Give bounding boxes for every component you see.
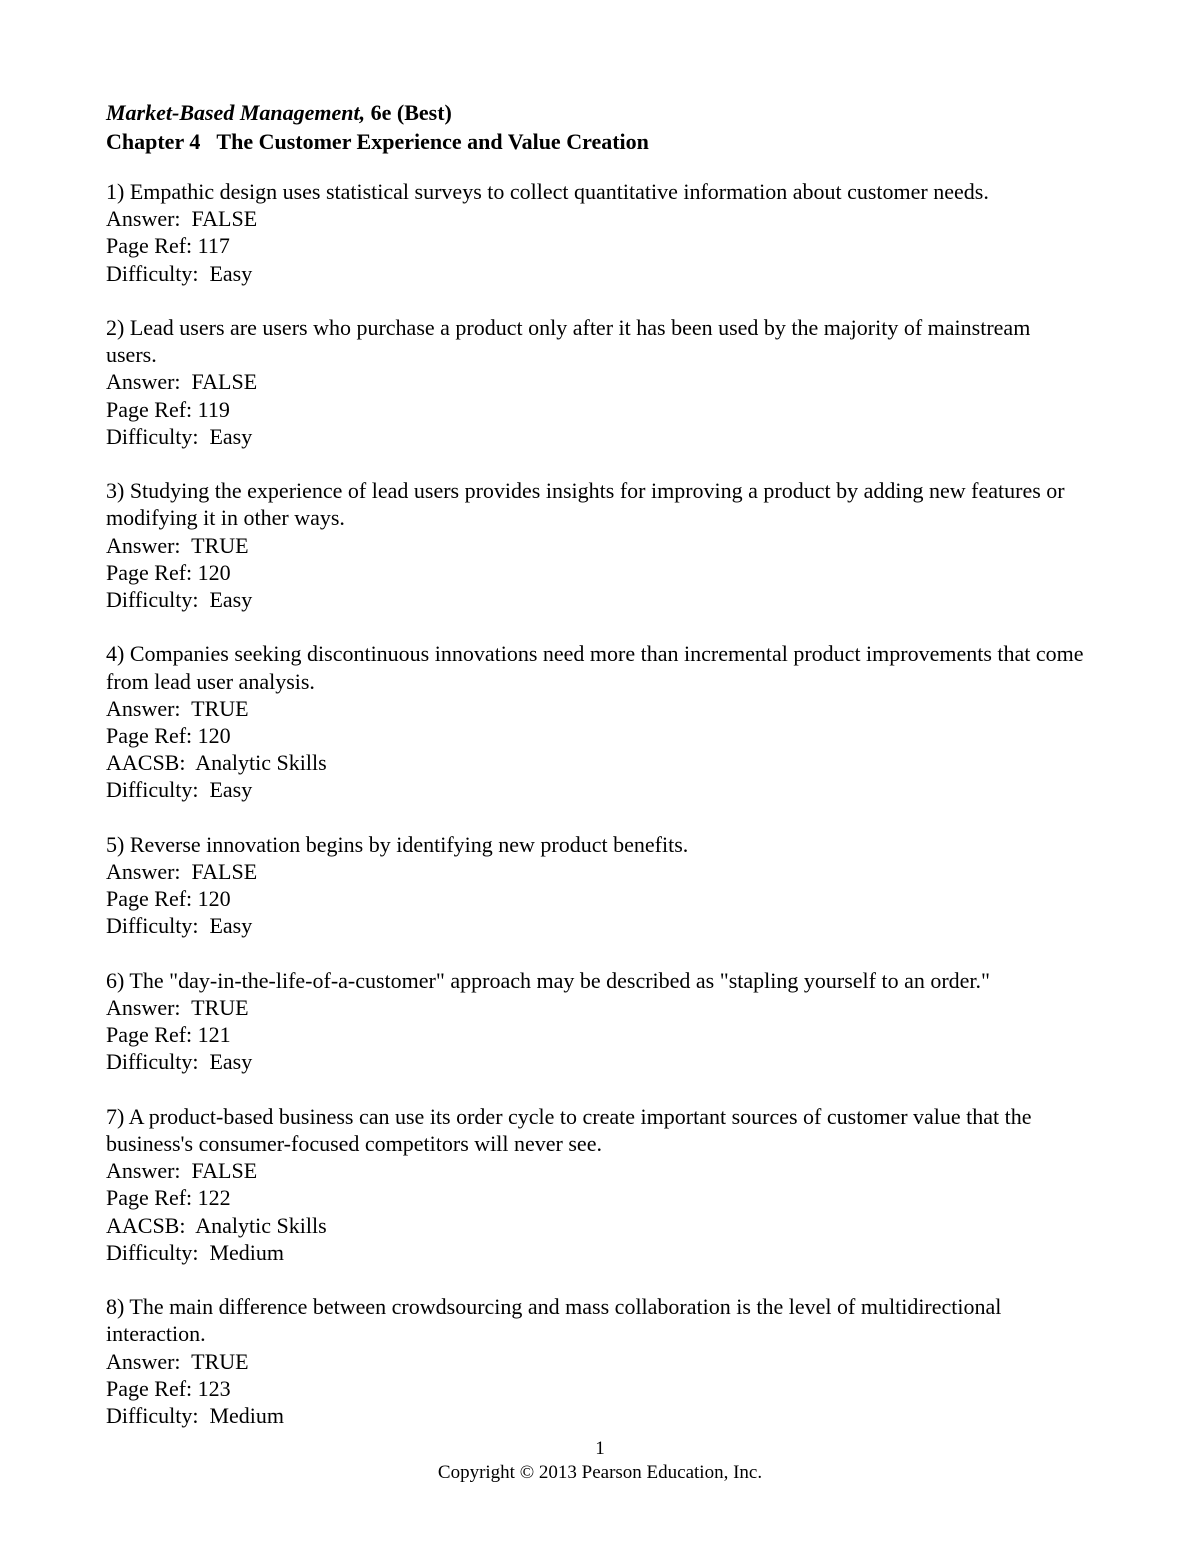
question-page-ref: Page Ref: 117 [106, 233, 230, 259]
document-header [106, 98, 1106, 156]
question-item-8 [106, 1293, 1086, 1429]
question-item-7 [106, 1103, 1086, 1266]
question-page-ref: Page Ref: 120 [106, 723, 231, 749]
question-page-ref: Page Ref: 119 [106, 396, 230, 422]
question-answer: Answer: TRUE [106, 1348, 249, 1374]
page-footer [0, 1437, 1200, 1485]
question-answer: Answer: TRUE [106, 695, 249, 721]
question-item-3 [106, 477, 1086, 613]
question-difficulty: Difficulty: Easy [106, 1049, 253, 1075]
question-page-ref: Page Ref: 121 [106, 1022, 231, 1048]
question-answer: Answer: FALSE [106, 859, 258, 885]
question-difficulty: Difficulty: Easy [106, 423, 253, 449]
question-aacsb: AACSB: Analytic Skills [106, 750, 327, 776]
question-text: 3) Studying the experience of lead users provides insights for improving a product by adding new features or modifying it in other ways. [106, 478, 1065, 531]
chapter-title: Chapter 4 The Customer Experience and Value Creation [106, 129, 649, 154]
question-text: 8) The main difference between crowdsourcing and mass collaboration is the level of multidirectional interaction. [106, 1294, 1002, 1347]
question-item-5 [106, 831, 1086, 940]
question-item-1 [106, 178, 1086, 287]
question-answer: Answer: FALSE [106, 206, 258, 232]
question-text: 2) Lead users are users who purchase a product only after it has been used by the majority of mainstream users. [106, 315, 1031, 368]
question-difficulty: Difficulty: Medium [106, 1403, 285, 1429]
question-answer: Answer: TRUE [106, 532, 249, 558]
question-text: 1) Empathic design uses statistical surveys to collect quantitative information about customer needs. [106, 179, 989, 204]
question-item-6 [106, 967, 1086, 1076]
copyright-notice: Copyright © 2013 Pearson Education, Inc. [437, 1462, 763, 1483]
question-text: 7) A product-based business can use its order cycle to create important sources of customer value that the business's consumer-focused competitors will never see. [106, 1103, 1032, 1157]
question-item-2 [106, 314, 1086, 450]
question-page-ref: Page Ref: 120 [106, 559, 231, 585]
question-answer: Answer: TRUE [106, 995, 249, 1021]
question-answer: Answer: FALSE [106, 1158, 258, 1184]
question-text: 4) Companies seeking discontinuous innovations need more than incremental product improvements that come from lead user analysis. [106, 641, 1084, 694]
page-number: 1 [595, 1438, 605, 1459]
question-difficulty: Difficulty: Medium [106, 1239, 285, 1265]
question-aacsb: AACSB: Analytic Skills [106, 1212, 327, 1238]
question-difficulty: Difficulty: Easy [106, 913, 253, 939]
question-item-4 [106, 640, 1086, 803]
question-text: 5) Reverse innovation begins by identifying new product benefits. [106, 831, 689, 857]
question-difficulty: Difficulty: Easy [106, 777, 253, 803]
book-edition: 6e (Best) [365, 100, 452, 125]
question-page-ref: Page Ref: 123 [106, 1375, 231, 1401]
question-page-ref: Page Ref: 122 [106, 1185, 231, 1211]
question-difficulty: Difficulty: Easy [106, 587, 253, 613]
question-list [106, 178, 1086, 1456]
question-difficulty: Difficulty: Easy [106, 260, 253, 286]
book-title-line [106, 98, 1106, 127]
question-page-ref: Page Ref: 120 [106, 886, 231, 912]
question-answer: Answer: FALSE [106, 369, 258, 395]
question-text: 6) The "day-in-the-life-of-a-customer" approach may be described as "stapling yourself to an order." [106, 967, 991, 993]
book-title: Market-Based Management, [106, 100, 366, 125]
